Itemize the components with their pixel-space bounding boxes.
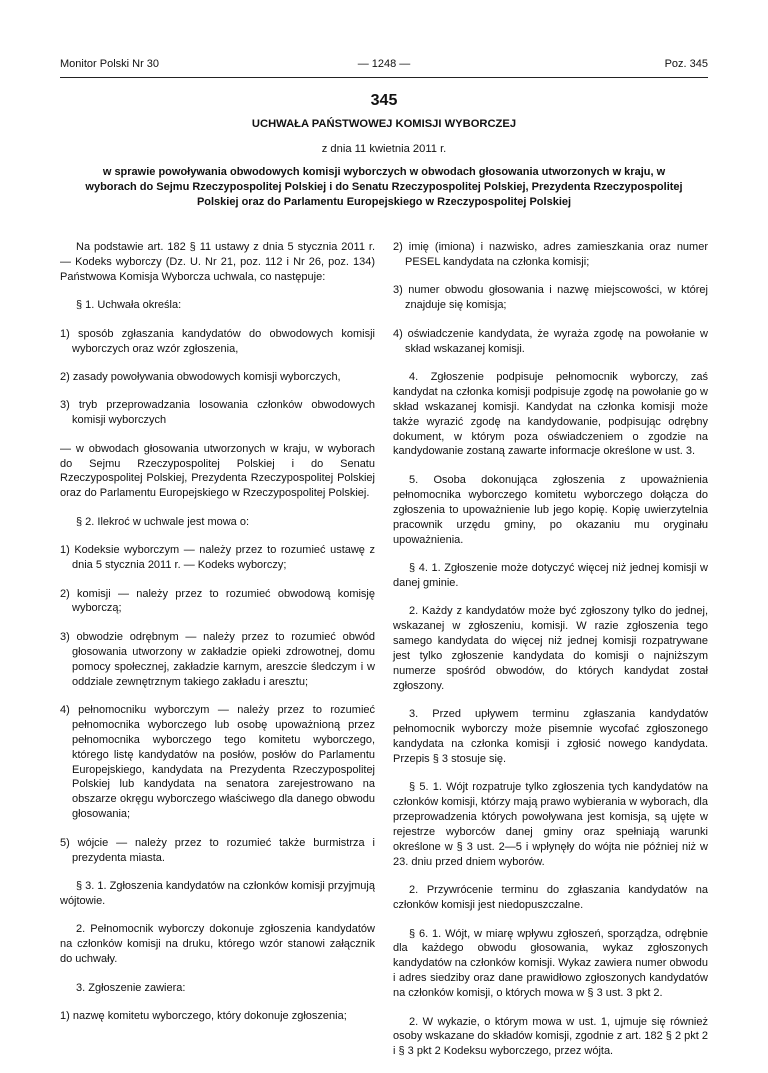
journal-name: Monitor Polski Nr 30	[60, 58, 160, 70]
paragraph: § 5. 1. Wójt rozpatruje tylko zgłoszenia tych kandydatów na członków komisji, którzy mają prawo wybierania w wyborach, dla przeprowadzenia których powoływana jest komisja, są ujęte w rejestrze wyborców danej gminy oraz spełniają warunki określone w § 3 ust. 2—5 i wpłynęły do wójta nie później niż w 23. dniu przed dniem wyborów.	[393, 781, 708, 868]
section-2-heading: § 2. Ilekroć w uchwale jest mowa o:	[76, 515, 250, 528]
document-title: UCHWAŁA PAŃSTWOWEJ KOMISJI WYBORCZEJ	[251, 118, 517, 130]
paragraph: 2. Przywrócenie terminu do zgłaszania kandydatów na członków komisji jest niedopuszczalne.	[393, 884, 708, 912]
list-item: 5) wójcie — należy przez to rozumieć także burmistrza i prezydenta miasta.	[60, 836, 375, 864]
list-item: 4) pełnomocniku wyborczym — należy przez to rozumieć pełnomocnika wyborczego lub osobę upoważnioną przez pełnomocnika wyborczego tego komitetu wyborczego, którego listę kandydatów na posłów, posłów do Parlamentu Europejskiego, kandydata na Prezydenta Rzeczypospolitej Polskiej lub kandydata na senatora zarejestrowano na obszarze okręgu wyborczego właściwego dla danego obwodu głosowania;	[60, 703, 375, 821]
paragraph: § 3. 1. Zgłoszenia kandydatów na członków komisji przyjmują wójtowie.	[60, 880, 375, 907]
header-divider	[60, 77, 708, 78]
paragraph: 2. Pełnomocnik wyborczy dokonuje zgłoszenia kandydatów na członków komisji na druku, którego wzór stanowi załącznik do uchwały.	[60, 923, 375, 966]
document-subject: w sprawie powoływania obwodowych komisji wyborczych w obwodach głosowania utworzonych w kraju, w wyborach do Sejmu Rzeczypospolitej Polskiej i do Senatu Rzeczypospolitej Polskiej, Prezydenta Rzeczypospolitej Polskiej oraz do Parlamentu Europejskiego w Rzeczypospolitej Polskiej	[85, 166, 683, 208]
list-item: 3) numer obwodu głosowania i nazwę miejscowości, w której znajduje się komisja;	[393, 284, 708, 312]
list-item: 3) obwodzie odrębnym — należy przez to rozumieć obwód głosowania utworzony w zakładzie opieki zdrowotnej, domu pomocy społecznej, zakładzie karnym, areszcie śledczym i w oddziale zewnętrznym takiego zakładu i aresztu;	[60, 630, 375, 688]
paragraph: 3. Zgłoszenie zawiera:	[76, 981, 186, 994]
paragraph: 2. W wykazie, o którym mowa w ust. 1, ujmuje się również osoby wskazane do składów komisji, zgodnie z art. 182 § 2 pkt 2 i § 3 pkt 2 Kodeksu wyborczego, przez wójta.	[393, 1015, 708, 1058]
left-column	[60, 240, 375, 1037]
paragraph: 4. Zgłoszenie podpisuje pełnomocnik wyborczy, zaś kandydat na członka komisji podpisuje zgodę na powołanie go w skład wskazanej komisji. Kandydat na członka komisji może także wyrazić zgodę na kandydowanie, podpisując odrębny dokument, w którym poza oświadczeniem o zgodzie na kandydowanie zostaną zawarte informacje określone w ust. 3.	[393, 370, 708, 458]
document-date: z dnia 11 kwietnia 2011 r.	[321, 143, 447, 155]
section-1-heading: § 1. Uchwała określa:	[76, 299, 182, 312]
paragraph: 3. Przed upływem terminu zgłaszania kandydatów pełnomocnik wyborczy może pisemnie wycofać zgłoszonego kandydata na członka komisji i zgłosić nowego kandydata. Przepis § 3 stosuje się.	[393, 708, 708, 765]
list-item: 2) imię (imiona) i nazwisko, adres zamieszkania oraz numer PESEL kandydata na członka komisji;	[393, 241, 708, 268]
list-item: 3) tryb przeprowadzania losowania członków obwodowych komisji wyborczych	[60, 399, 375, 427]
preamble: Na podstawie art. 182 § 11 ustawy z dnia 5 stycznia 2011 r. — Kodeks wyborczy (Dz. U. Nr 21, poz. 112 i Nr 26, poz. 134) Państwowa Komisja Wyborcza uchwala, co następuje:	[60, 241, 375, 283]
paragraph: § 4. 1. Zgłoszenie może dotyczyć więcej niż jednej komisji w danej gminie.	[393, 561, 708, 589]
paragraph: § 6. 1. Wójt, w miarę wpływu zgłoszeń, sporządza, odrębnie dla każdego obwodu głosowania, wykaz zgłoszonych kandydatów na członków komisji. Wykaz zawiera numer obwodu i adres siedziby oraz dane prawidłowo zgłoszonych kandydatów na członków komisji, o których mowa w § 3 ust. 3 pkt 2.	[393, 927, 708, 1000]
list-item: 1) nazwę komitetu wyborczego, który dokonuje zgłoszenia;	[60, 1009, 347, 1022]
page-number: — 1248 —	[357, 58, 411, 70]
list-item: 2) komisji — należy przez to rozumieć obwodową komisję wyborczą;	[60, 587, 375, 615]
paragraph: 2. Każdy z kandydatów może być zgłoszony tylko do jednej, wskazanej w zgłoszeniu, komisji. W razie zgłoszenia tego samego kandydata do więcej niż jednej komisji rozpatrywane jest tylko zgłoszenie kandydata do komisji o najniższym numerze spośród obwodów, do których kandydat został zgłoszony.	[393, 605, 708, 692]
document-number: 345	[370, 92, 398, 109]
list-item: 1) Kodeksie wyborczym — należy przez to rozumieć ustawę z dnia 5 stycznia 2011 r. — Kodeks wyborczy;	[60, 544, 375, 572]
paragraph: 5. Osoba dokonująca zgłoszenia z upoważnienia pełnomocnika wyborczego komitetu wyborczego dołącza do zgłoszenia to upoważnienie lub jego kopię. Kopię uwierzytelnia pracownik urzędu gminy, po okazaniu mu oryginału upoważnienia.	[393, 473, 708, 546]
list-item: 4) oświadczenie kandydata, że wyraża zgodę na powołanie w skład wskazanej komisji.	[393, 327, 708, 355]
list-item: 2) zasady powoływania obwodowych komisji wyborczych,	[60, 370, 341, 383]
list-item: 1) sposób zgłaszania kandydatów do obwodowych komisji wyborczych oraz wzór zgłoszenia,	[60, 327, 375, 355]
right-column	[393, 240, 708, 1073]
position-number: Poz. 345	[664, 58, 708, 70]
paragraph: — w obwodach głosowania utworzonych w kraju, w wyborach do Sejmu Rzeczypospolitej Polskiej i do Senatu Rzeczypospolitej Polskiej, Prezydenta Rzeczypospolitej Polskiej oraz do Parlamentu Europejskiego w Rzeczypospolitej Polskiej.	[60, 442, 375, 500]
